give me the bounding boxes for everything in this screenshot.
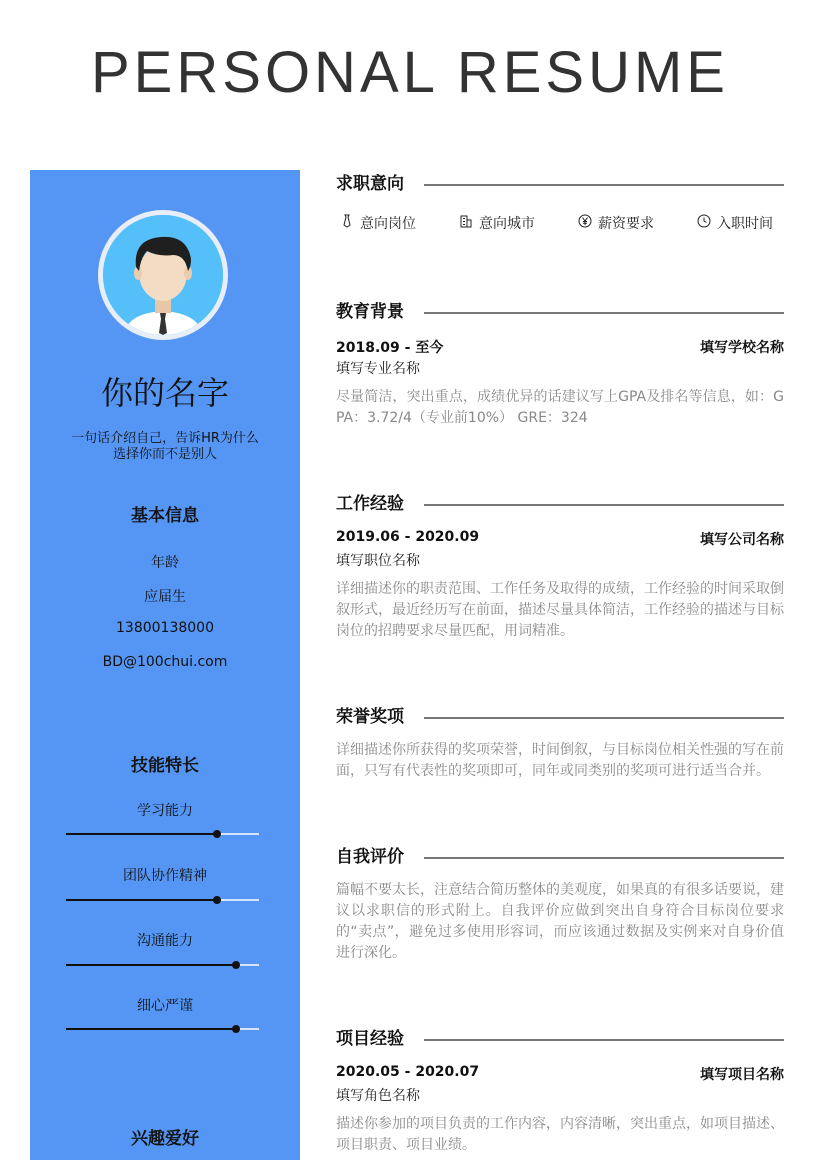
avatar-illustration [103,215,223,335]
info-status: 应届生 [144,589,186,605]
skill-bar [66,964,259,966]
info-email: BD@100chui.com [102,654,228,670]
project-description: 描述你参加的项目负责的工作内容，内容清晰，突出重点，如项目描述、项目职责、项目业绩。 [336,1116,784,1153]
section-work [336,492,784,516]
section-title: 自我评价 [336,847,404,867]
skill-bar-fill [66,1028,236,1030]
skill-label: 沟通能力 [137,933,193,949]
skill-bar-knob [213,896,221,904]
intent-label: 意向城市 [479,216,535,232]
section-education [336,300,784,324]
skill-label: 学习能力 [137,803,193,819]
section-self-evaluation [336,845,784,869]
role-name: 填写角色名称 [336,1088,420,1104]
intent-start-time [697,213,773,233]
clock-icon [697,214,711,231]
section-divider [424,312,784,314]
skills-heading: 技能特长 [131,756,199,776]
skill-bar-knob [232,1025,240,1033]
avatar-ring [98,210,228,340]
intent-label: 入职时间 [717,216,773,232]
section-title: 求职意向 [336,174,404,194]
skill-label: 细心严谨 [137,998,193,1014]
section-divider [424,504,784,506]
work-description: 详细描述你的职责范围、工作任务及取得的成绩，工作经验的时间采取倒叙形式，最近经历写在前面，描述尽量具体简洁，工作经验的描述与目标岗位的招聘要求尽量匹配，用词精准。 [336,581,784,639]
job-title: 填写职位名称 [336,553,420,569]
work-date: 2019.06 - 2020.09 [336,529,480,545]
skill-bar-fill [66,833,217,835]
self-evaluation-description: 篇幅不要太长，注意结合简历整体的美观度，如果真的有很多话要说，建议以求职信的形式附上。自我评价应做到突出自身符合目标岗位要求的“卖点”，避免过多使用形容词，而应该通过数据及实例来对自身价值进行深化。 [336,882,784,961]
skill-bar [66,1028,259,1030]
yen-icon [578,214,592,231]
section-divider [424,184,784,186]
education-date: 2018.09 - 至今 [336,340,444,356]
section-project [336,1027,784,1051]
building-icon [459,215,473,231]
project-name: 填写项目名称 [700,1067,784,1083]
section-divider [424,1039,784,1041]
sidebar [30,170,300,1160]
intent-label: 意向岗位 [360,216,416,232]
education-description: 尽量简洁，突出重点，成绩优异的话建议写上GPA及排名等信息，如：GPA：3.72/4（专业前10%） GRE：324 [336,389,784,426]
intent-position [340,213,416,233]
section-title: 工作经验 [336,494,404,514]
skill-bar-knob [232,961,240,969]
section-divider [424,717,784,719]
avatar [103,215,223,335]
candidate-name: 你的名字 [100,374,229,412]
intent-city [459,213,535,233]
intent-salary [578,213,654,233]
page-title: PERSONAL RESUME [91,40,729,105]
section-title: 教育背景 [336,302,404,322]
section-title: 荣誉奖项 [336,707,404,727]
section-title: 项目经验 [336,1029,404,1049]
honors-description: 详细描述你所获得的奖项荣誉，时间倒叙，与目标岗位相关性强的写在前面，只写有代表性的奖项即可，同年或同类别的奖项可进行适当合并。 [336,742,784,779]
intent-label: 薪资要求 [598,216,654,232]
intro-text: 一句话介绍自己，告诉HR为什么选择你而不是别人 [71,431,259,462]
school-name: 填写学校名称 [700,340,784,356]
tie-icon [340,214,354,231]
skill-label: 团队协作精神 [123,868,207,884]
hobbies-heading: 兴趣爱好 [131,1129,199,1149]
skill-bar-fill [66,964,236,966]
section-divider [424,857,784,859]
info-age: 年龄 [151,555,179,571]
section-honors [336,705,784,729]
skill-bar [66,899,259,901]
major-name: 填写专业名称 [336,361,420,377]
company-name: 填写公司名称 [700,532,784,548]
skill-bar-fill [66,899,217,901]
section-intent [336,172,784,196]
skill-bar-knob [213,830,221,838]
skill-bar [66,833,259,835]
project-date: 2020.05 - 2020.07 [336,1064,480,1080]
basic-info-heading: 基本信息 [131,506,199,526]
info-phone: 13800138000 [116,620,214,636]
